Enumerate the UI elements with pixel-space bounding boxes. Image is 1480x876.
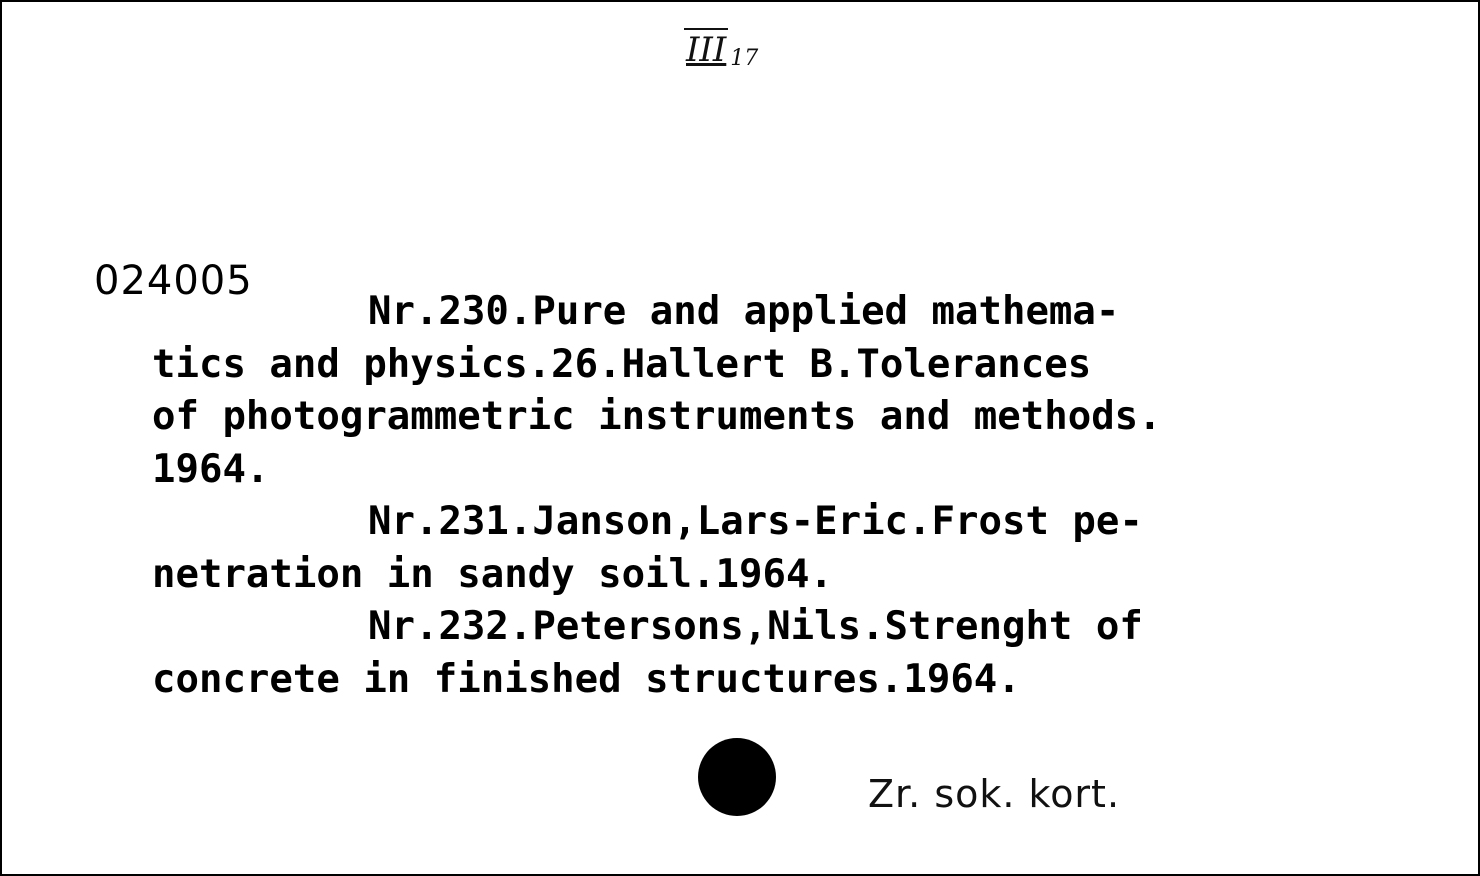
entry-231 bbox=[152, 496, 1462, 601]
entry-232 bbox=[152, 601, 1462, 706]
entry-line: Nr.231.Janson,Lars-Eric.Frost pe- bbox=[368, 499, 1143, 544]
entry-line: of photogrammetric instruments and methods. bbox=[152, 394, 1162, 439]
punch-hole bbox=[698, 738, 776, 816]
accession-number: 024005 bbox=[94, 258, 253, 304]
entry-line: tics and physics.26.Hallert B.Tolerances bbox=[152, 341, 1092, 387]
entry-line: Nr.230.Pure and applied mathema- bbox=[368, 289, 1120, 334]
entry-line: netration in sandy soil.1964. bbox=[152, 551, 833, 597]
call-mark bbox=[684, 28, 758, 71]
entry-line: 1964. bbox=[152, 446, 270, 492]
call-mark-sub: 17 bbox=[730, 46, 759, 72]
entry-230 bbox=[152, 286, 1462, 496]
entry-line: Nr.232.Petersons,Nils.Strenght of bbox=[368, 604, 1143, 649]
entries-list bbox=[152, 286, 1462, 706]
footer-note: Zr. sok. kort. bbox=[868, 772, 1121, 816]
call-mark-main: III bbox=[686, 30, 727, 70]
entry-line: concrete in finished structures.1964. bbox=[152, 656, 1021, 702]
